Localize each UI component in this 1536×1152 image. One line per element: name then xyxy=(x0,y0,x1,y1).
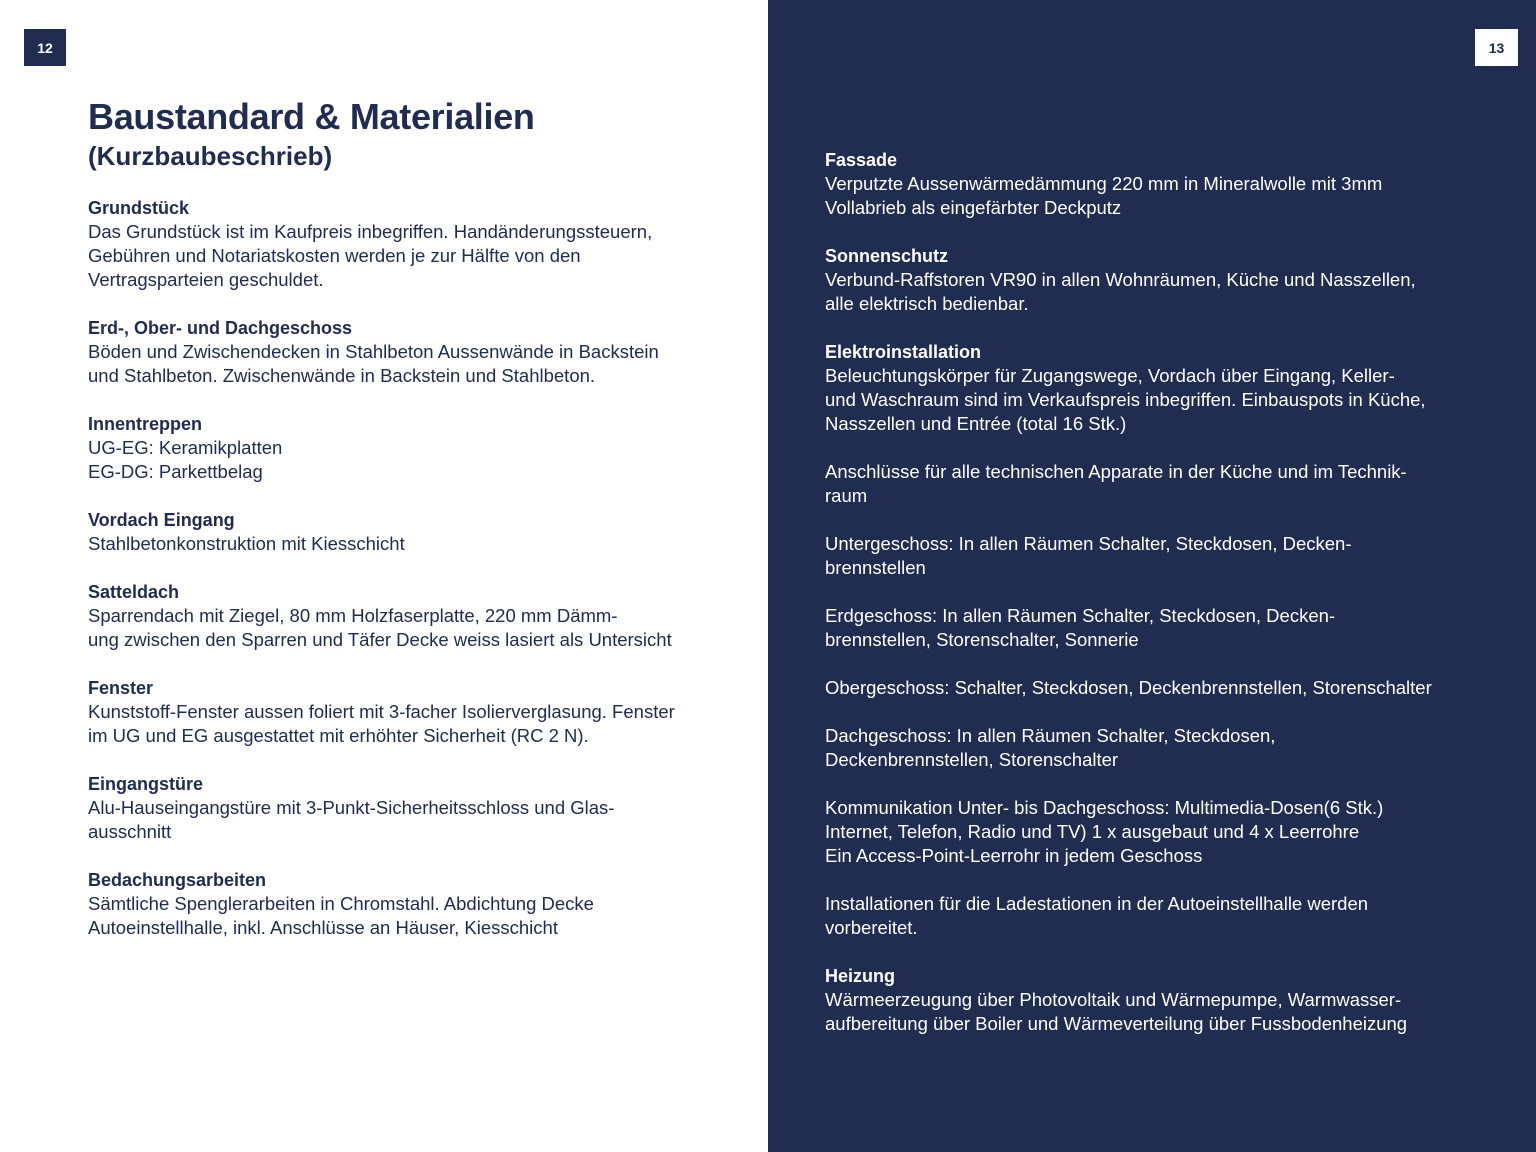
section-text-line: Ein Access-Point-Leerrohr in jedem Geschoss xyxy=(825,845,1203,866)
section-text-line: Verbund-Raffstoren VR90 in allen Wohnräumen, Küche und Nasszellen, xyxy=(825,269,1416,290)
section-text-line: Kunststoff-Fenster aussen foliert mit 3-facher Isolierverglasung. Fenster xyxy=(88,701,675,722)
section-heading: Heizung xyxy=(825,966,895,986)
section-text-line: raum xyxy=(825,485,868,506)
page-number-left: 12 xyxy=(24,29,66,66)
section-text-line: Nasszellen und Entrée (total 16 Stk.) xyxy=(825,413,1127,434)
section-text-line: Erdgeschoss: In allen Räumen Schalter, Steckdosen, Decken- xyxy=(825,605,1336,626)
section-heading: Fenster xyxy=(88,678,154,698)
section-heading: Sonnenschutz xyxy=(825,246,949,266)
section-text-line: Das Grundstück ist im Kaufpreis inbegriffen. Handänderungssteuern, xyxy=(88,221,653,242)
section-heading: Elektroinstallation xyxy=(825,342,982,362)
section-text-line: Vertragsparteien geschuldet. xyxy=(88,269,324,290)
section-heading: Vordach Eingang xyxy=(88,510,235,530)
section-text-line: Vollabrieb als eingefärbter Deckputz xyxy=(825,197,1122,218)
spec-section xyxy=(88,412,728,484)
section-heading: Bedachungsarbeiten xyxy=(88,870,267,890)
spec-section xyxy=(88,508,728,556)
section-text-line: Sparrendach mit Ziegel, 80 mm Holzfaserplatte, 220 mm Dämm- xyxy=(88,605,618,626)
section-text-line: Obergeschoss: Schalter, Steckdosen, Deckenbrennstellen, Storenschalter xyxy=(825,677,1432,698)
section-text-line: im UG und EG ausgestattet mit erhöhter Sicherheit (RC 2 N). xyxy=(88,725,589,746)
section-heading: Fassade xyxy=(825,150,898,170)
spec-section xyxy=(825,676,1505,700)
section-text-line: vorbereitet. xyxy=(825,917,918,938)
section-text-line: alle elektrisch bedienbar. xyxy=(825,293,1029,314)
spec-section xyxy=(88,196,728,292)
section-text-line: aufbereitung über Boiler und Wärmeverteilung über Fussbodenheizung xyxy=(825,1013,1408,1034)
spec-section xyxy=(825,460,1505,508)
section-heading: Erd-, Ober- und Dachgeschoss xyxy=(88,318,353,338)
section-text-line: Sämtliche Spenglerarbeiten in Chromstahl. Abdichtung Decke xyxy=(88,893,594,914)
spec-section xyxy=(825,340,1505,436)
spec-section xyxy=(825,532,1505,580)
spec-section xyxy=(825,604,1505,652)
section-text-line: brennstellen, Storenschalter, Sonnerie xyxy=(825,629,1139,650)
page-title: Baustandard & Materialien xyxy=(88,96,535,137)
spec-section xyxy=(88,868,728,940)
section-text-line: Beleuchtungskörper für Zugangswege, Vordach über Eingang, Keller- xyxy=(825,365,1395,386)
spec-section xyxy=(88,580,728,652)
section-heading: Innentreppen xyxy=(88,414,203,434)
section-text-line: Anschlüsse für alle technischen Apparate in der Küche und im Technik- xyxy=(825,461,1407,482)
section-heading: Grundstück xyxy=(88,198,190,218)
spec-section xyxy=(825,796,1505,868)
spec-section xyxy=(88,316,728,388)
section-text-line: Alu-Hauseingangstüre mit 3-Punkt-Sicherheitsschloss und Glas- xyxy=(88,797,615,818)
section-text-line: Untergeschoss: In allen Räumen Schalter, Steckdosen, Decken- xyxy=(825,533,1352,554)
section-text-line: Dachgeschoss: In allen Räumen Schalter, Steckdosen, xyxy=(825,725,1276,746)
spec-section xyxy=(825,892,1505,940)
section-text-line: Deckenbrennstellen, Storenschalter xyxy=(825,749,1119,770)
section-text-line: Verputzte Aussenwärmedämmung 220 mm in Mineralwolle mit 3mm xyxy=(825,173,1383,194)
section-text-line: ung zwischen den Sparren und Täfer Decke weiss lasiert als Untersicht xyxy=(88,629,672,650)
section-heading: Satteldach xyxy=(88,582,180,602)
section-text-line: EG-DG: Parkettbelag xyxy=(88,461,263,482)
right-column xyxy=(825,148,1505,1060)
section-text-line: Autoeinstellhalle, inkl. Anschlüsse an Häuser, Kiesschicht xyxy=(88,917,558,938)
section-text-line: und Waschraum sind im Verkaufspreis inbegriffen. Einbauspots in Küche, xyxy=(825,389,1426,410)
left-column xyxy=(88,196,728,964)
section-text-line: Wärmeerzeugung über Photovoltaik und Wärmepumpe, Warmwasser- xyxy=(825,989,1402,1010)
spec-section xyxy=(825,724,1505,772)
section-text-line: und Stahlbeton. Zwischenwände in Backstein und Stahlbeton. xyxy=(88,365,596,386)
section-text-line: brennstellen xyxy=(825,557,926,578)
section-text-line: UG-EG: Keramikplatten xyxy=(88,437,283,458)
spec-section xyxy=(825,244,1505,316)
section-text-line: Kommunikation Unter- bis Dachgeschoss: Multimedia-Dosen(6 Stk.) xyxy=(825,797,1384,818)
section-text-line: Installationen für die Ladestationen in der Autoeinstellhalle werden xyxy=(825,893,1369,914)
spec-section xyxy=(88,772,728,844)
section-heading: Eingangstüre xyxy=(88,774,204,794)
section-text-line: ausschnitt xyxy=(88,821,172,842)
spec-section xyxy=(88,676,728,748)
spec-section xyxy=(825,148,1505,220)
page-number-right: 13 xyxy=(1475,29,1518,66)
section-text-line: Internet, Telefon, Radio und TV) 1 x ausgebaut und 4 x Leerrohre xyxy=(825,821,1360,842)
section-text-line: Stahlbetonkonstruktion mit Kiesschicht xyxy=(88,533,405,554)
section-text-line: Gebühren und Notariatskosten werden je zur Hälfte von den xyxy=(88,245,581,266)
page-subtitle: (Kurzbaubeschrieb) xyxy=(88,141,333,171)
spec-section xyxy=(825,964,1505,1036)
section-text-line: Böden und Zwischendecken in Stahlbeton Aussenwände in Backstein xyxy=(88,341,659,362)
